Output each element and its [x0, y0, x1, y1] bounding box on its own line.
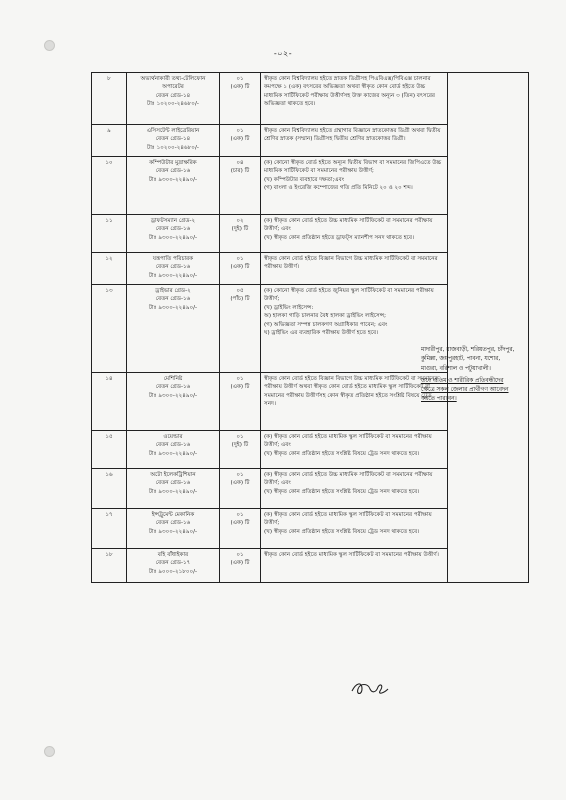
count-line: ০১ [236, 512, 244, 518]
post-line: ইন্সট্রুমেন্ট মেকানিক [151, 512, 195, 518]
qualification-cell [261, 285, 448, 373]
qualification-cell [261, 431, 448, 469]
post-line: টাঃ ১০২০০-২৪৬৮০/- [147, 101, 199, 108]
post-count-cell [220, 125, 261, 157]
qualification-cell [261, 549, 448, 583]
qualification-line: (ক) স্বীকৃত কোন বোর্ড হইতে মাধ্যমিক স্কুল সার্টিফিকেট বা সমমানের পরীক্ষায় উত্তীর্ণ; এবং [264, 434, 432, 449]
post-line: টাঃ ৯৩০০-২২৪৯০/- [148, 234, 198, 241]
qualification-line: (ক) স্বীকৃত কোন বোর্ড হইতে মাধ্যমিক স্কুল সার্টিফিকেট বা সমমানের পরীক্ষায় উত্তীর্ণ; [264, 512, 432, 527]
post-line: টাঃ ৯৩০০-২২৪৯০/- [148, 176, 198, 183]
post-line: কম্পিউটার মুদ্রাক্ষরিক [149, 160, 197, 166]
post-count-cell [220, 253, 261, 285]
count-line: (এক) টি [230, 264, 250, 271]
qualification-line: স্বীকৃত কোন বিশ্ববিদ্যালয় হইতে গ্রন্থাগার বিজ্ঞানে স্নাতকোত্তর ডিগ্রী অথবা দ্বিতীয় শ্রেণির স্নাতক (সম্মান) ডিগ্রীসহ দ্বিতীয় শ্রেণির স্নাতকোত্তর ডিগ্রী। [264, 128, 441, 143]
serial-cell: ১৬ [92, 469, 127, 509]
qualification-line: (গ) বাংলা ও ইংরেজি কম্পোজের গতি প্রতি মিনিটে ২০ ও ২০ শব্দ। [264, 185, 413, 192]
qualification-cell [261, 373, 448, 431]
qualification-line: স্বীকৃত কোন বোর্ড হইতে বিজ্ঞান বিভাগে উচ্চ মাধ্যমিক সার্টিফিকেট বা সমমানের পরীক্ষায় উত্তীর্ণ। [264, 256, 438, 271]
count-line: (এক) টি [230, 84, 250, 91]
district-eligibility-note [421, 346, 518, 405]
post-line: বেতন গ্রেড-১৬ [155, 384, 191, 391]
serial-cell: ১৪ [92, 373, 127, 431]
qualification-line: (খ) স্বীকৃত কোন প্রতিষ্ঠান হইতে সংশ্লিষ্ট বিষয়ে ট্রেড সনদ থাকতে হবে। [264, 450, 420, 457]
count-line: ০১ [236, 434, 244, 440]
count-line: ০১ [236, 76, 244, 82]
serial-cell: ১৫ [92, 431, 127, 469]
post-line: মেশিনিষ্ট [163, 376, 183, 382]
qualification-line: (ক) কোনো স্বীকৃত বোর্ড হইতে অন্যূন দ্বিতীয় বিভাগ বা সমমানের জিপিএতে উচ্চ মাধ্যমিক সার্টিফিকেট বা সমমানের পরীক্ষায় উত্তীর্ণ; [264, 160, 442, 175]
post-line: বেতন গ্রেড-১৬ [155, 226, 191, 233]
post-line: যন্ত্রপাতি পরিচারক [152, 256, 194, 262]
post-line: বেতন গ্রেড-১৬ [155, 264, 191, 271]
post-line: টাঃ ১০২০০-২৪৬৮০/- [147, 144, 199, 151]
serial-cell: ১৮ [92, 549, 127, 583]
post-line: বেতন গ্রেড-১৬ [155, 520, 191, 527]
post-count-cell [220, 469, 261, 509]
post-line: ওয়েল্ডার [163, 434, 183, 440]
post-cell [127, 373, 220, 431]
serial-cell: ১২ [92, 253, 127, 285]
post-cell [127, 285, 220, 373]
post-line: বেতন গ্রেড-১৬ [155, 442, 191, 449]
count-line: (এক) টি [230, 384, 250, 391]
qualification-line: স্বীকৃত কোন বোর্ড হইতে বিজ্ঞান বিভাগে উচ্চ মাধ্যমিক সার্টিফিকেট বা সমমানের পরীক্ষায় উত্তীর্ণ অথবা স্বীকৃত কোন বোর্ড হইতে মাধ্যমিক স্কুল সার্টিফিকেট বা সমমানের পরীক্ষায় উত্তীর্ণসহ কোন স্বীকৃত প্রতিষ্ঠান হইতে সংশ্লিষ্ট বিষয়ে ট্রেড সনদ। [264, 376, 438, 408]
qualification-line: (ক) কোনো স্বীকৃত বোর্ড হইতে জুনিয়র স্কুল সার্টিফিকেট বা সমমানের পরীক্ষায় উত্তীর্ণ; [264, 288, 434, 303]
post-line: টাঃ ৯৩০০-২২৪৯০/- [148, 304, 198, 311]
serial-cell: ১১ [92, 215, 127, 253]
count-line: (দুই) টি [231, 442, 249, 449]
post-cell [127, 73, 220, 125]
count-line: ০১ [236, 256, 244, 262]
qualification-cell [261, 73, 448, 125]
count-line: (এক) টি [230, 480, 250, 487]
count-line: (পাঁচ) টি [230, 296, 250, 303]
count-line: ০৪ [236, 160, 244, 166]
serial-cell: ৮ [92, 73, 127, 125]
qualification-line: (খ) স্বীকৃত কোন প্রতিষ্ঠান হইতে ড্রাফট্স ম্যানশীপ সনদ থাকতে হবে। [264, 234, 415, 241]
count-line: ০২ [236, 218, 244, 224]
signature [350, 677, 390, 701]
post-line: বেতন গ্রেড-১৭ [155, 560, 191, 567]
qualification-cell [261, 509, 448, 549]
qualification-line: স্বীকৃত কোন বিশ্ববিদ্যালয় হইতে স্নাতক ডিগ্রীসহ পিএবিএক্স/পিবিএক্স চালনার কমপক্ষে ১ (এক) বৎসরের অভিজ্ঞতা অথবা স্বীকৃত কোন বোর্ড হইতে উচ্চ মাধ্যমিক সার্টিফিকেট পরীক্ষায় উত্তীর্ণসহ উক্ত কাজের অন্যূন ৩ (তিন) বৎসরের অভিজ্ঞতা থাকতে হবে। [264, 76, 436, 108]
post-cell [127, 431, 220, 469]
count-line: ০১ [236, 376, 244, 382]
count-line: (এক) টি [230, 560, 250, 567]
post-line: অটো ইলেকট্রিশিয়ান [150, 472, 196, 478]
count-line: (দুই) টি [231, 226, 249, 233]
post-line: বহি বাঁধাইকার [157, 552, 189, 558]
qualification-line: অ) হালকা গাড়ি চালনার বৈধ হালকা ড্রাইভিং লাইসেন্স; [264, 313, 386, 320]
qualification-line: (খ) স্বীকৃত কোন প্রতিষ্ঠান হইতে সংশ্লিষ্ট বিষয়ে ট্রেড সনদ থাকতে হবে। [264, 528, 420, 535]
post-cell [127, 253, 220, 285]
qualification-line: (ক) স্বীকৃত কোন বোর্ড হইতে উচ্চ মাধ্যমিক সার্টিফিকেট বা সমমানের পরীক্ষায় উত্তীর্ণ; এবং [264, 218, 433, 233]
post-line: বেতন গ্রেড-১৬ [155, 480, 191, 487]
page-number: -০২- [273, 49, 293, 58]
qualification-line: ঘ) ড্রাইভিং এর ব্যবহারিক পরীক্ষায় উত্তীর্ণ হতে হবে। [264, 329, 379, 336]
post-count-cell [220, 157, 261, 215]
post-cell [127, 469, 220, 509]
count-line: ০৫ [236, 288, 244, 294]
post-count-cell [220, 285, 261, 373]
post-line: অভ্যর্থনাকারী তথ্য-টেলিফোন [140, 76, 206, 82]
count-line: (চার) টি [230, 168, 250, 175]
qualification-line: (ক) স্বীকৃত কোন বোর্ড হইতে উচ্চ মাধ্যমিক সার্টিফিকেট বা সমমানের পরীক্ষায় উত্তীর্ণ; এবং [264, 472, 433, 487]
post-line: এসিসটেন্ট লাইব্রেরিয়ান [146, 128, 200, 134]
qualification-cell [261, 253, 448, 285]
orphan-disabled-note: তবে এতিম ও শারীরিক প্রতিবন্ধীদের ক্ষেত্রে সকল জেলার প্রার্থীগণ আবেদন করতে পারবেন। [421, 377, 509, 403]
serial-cell: ১০ [92, 157, 127, 215]
qualification-cell [261, 469, 448, 509]
qualification-cell [261, 125, 448, 157]
post-line: টাঃ ৯০০০-২১৮০০/- [148, 568, 198, 575]
post-line: বেতন গ্রেড-১৬ [155, 168, 191, 175]
table-row [92, 73, 529, 125]
count-line: ০১ [236, 552, 244, 558]
eligible-districts: মাদারীপুর, রাজবাড়ী, শরিয়তপুর, চাঁদপুর, কুমিল্লা, জয়পুরহাট, পাবনা, যশোর, মাগুরা, বরিশাল ও পটুয়াখালী। [421, 347, 515, 372]
post-line: ড্রাফটসম্যান গ্রেড-২ [150, 218, 196, 224]
post-cell [127, 157, 220, 215]
qualification-line: (খ) ড্রাইভিং লাইসেন্স: [264, 304, 314, 311]
qualification-cell [261, 157, 448, 215]
count-line: ০১ [236, 472, 244, 478]
post-count-cell [220, 431, 261, 469]
post-count-cell [220, 509, 261, 549]
qualification-line: (গ) অভিজ্ঞতা সম্পন্ন চালকগণ অগ্রাধিকার পাবেন; এবং [264, 321, 388, 328]
post-cell [127, 509, 220, 549]
post-count-cell [220, 373, 261, 431]
qualification-line: স্বীকৃত কোন বোর্ড হইতে মাধ্যমিক স্কুল সার্টিফিকেট বা সমমানের পরীক্ষায় উত্তীর্ণ। [264, 552, 439, 558]
post-count-cell [220, 549, 261, 583]
post-count-cell [220, 73, 261, 125]
count-line: (এক) টি [230, 520, 250, 527]
post-line: টাঃ ৯৩০০-২২৪৯০/- [148, 450, 198, 457]
qualification-line: (খ) স্বীকৃত কোন প্রতিষ্ঠান হইতে সংশ্লিষ্ট বিষয়ে ট্রেড সনদ থাকতে হবে। [264, 488, 420, 495]
post-line: বেতন গ্রেড-১৬ [155, 296, 191, 303]
post-count-cell [220, 215, 261, 253]
post-cell [127, 549, 220, 583]
post-line: অপারেটর [162, 84, 184, 91]
post-cell [127, 215, 220, 253]
count-line: ০১ [236, 128, 244, 134]
serial-cell: ৯ [92, 125, 127, 157]
post-line: টাঃ ৯৩০০-২২৪৯০/- [148, 528, 198, 535]
serial-cell: ১৩ [92, 285, 127, 373]
count-line: (এক) টি [230, 136, 250, 143]
post-line: টাঃ ৯৩০০-২২৪৯০/- [148, 392, 198, 399]
post-line: বেতন গ্রেড-১৪ [155, 136, 191, 143]
recruitment-table [91, 72, 529, 583]
district-cell [448, 73, 529, 583]
post-line: টাঃ ৯৩০০-২২৪৯০/- [148, 488, 198, 495]
post-line: বেতন গ্রেড-১৪ [155, 92, 191, 99]
post-line: ড্রাইভার গ্রেড-২ [155, 288, 191, 294]
qualification-cell [261, 215, 448, 253]
qualification-line: (খ) কম্পিউটার ব্যবহারে দক্ষতা;এবং [264, 176, 345, 183]
post-line: টাঃ ৯৩০০-২২৪৯০/- [148, 272, 198, 279]
serial-cell: ১৭ [92, 509, 127, 549]
punch-hole-bottom [44, 746, 55, 757]
post-cell [127, 125, 220, 157]
